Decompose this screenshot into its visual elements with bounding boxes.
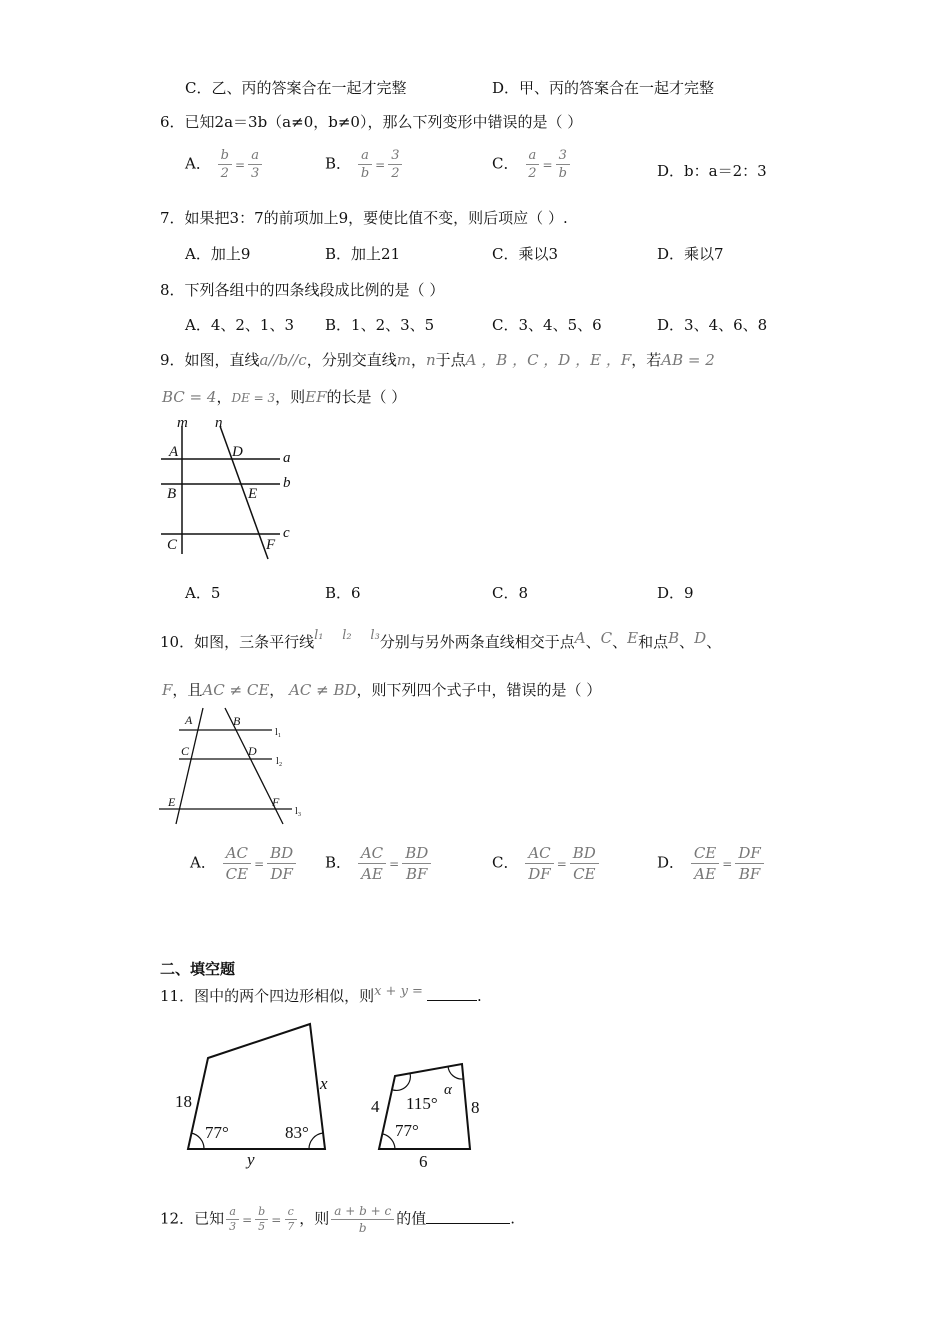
q10-option-a: A． $\frac{AC}{CE}$ = $\frac{BD}{DF}$	[190, 843, 298, 884]
q11-fig-side-6: 6	[419, 1152, 428, 1171]
q7-option-c: C．乘以3	[492, 245, 559, 263]
q10-option-d: D． $\frac{CE}{AE}$ = $\frac{DF}{BF}$	[657, 843, 766, 884]
q5-option-d: D．甲、丙的答案合在一起才完整	[492, 79, 715, 97]
q10-fig-label-A: A	[185, 713, 193, 727]
q8-option-d: D．3、4、6、8	[657, 316, 768, 334]
q10-option-b: B． $\frac{AC}{AE}$ = $\frac{BD}{BF}$	[325, 843, 433, 884]
q9-fig-label-A: A	[169, 444, 179, 460]
q6-option-a: A． $\frac{b}{2}$ = $\frac{a}{3}$	[185, 147, 264, 182]
q6-option-b: B． $\frac{a}{b}$ = $\frac{3}{2}$	[325, 147, 404, 182]
q10-fig-label-l3: l₃	[295, 806, 302, 817]
q12-answer-blank[interactable]	[426, 1209, 510, 1224]
q11-fig-side-4: 4	[371, 1097, 380, 1116]
q11-fig-angle-alpha: α	[444, 1082, 452, 1098]
q10-fig-label-F: F	[272, 795, 280, 809]
section-title: 二、填空题	[160, 960, 236, 978]
q9-fig-label-D: D	[232, 444, 243, 460]
q10-stem-line1: 10．如图，三条平行线l₁ l₂ l₃分别与另外两条直线相交于点A、C、E和点B、D、	[160, 628, 722, 651]
q8-option-b: B．1、2、3、5	[325, 316, 435, 334]
q9-stem-line2: BC = 4，DE = 3，则EF的长是（ ）	[162, 388, 407, 406]
q10-fig-label-C: C	[181, 744, 190, 758]
q6-option-d: D．b：a＝2：3	[657, 162, 767, 180]
q11-stem: 11．图中的两个四边形相似，则x + y = .	[160, 984, 482, 1005]
q11-fig-side-x: x	[320, 1074, 328, 1093]
q12-stem: 12．已知 $\frac{a}{3}$ = $\frac{b}{5}$ = $\frac{c}{7}$ ，则 $\frac{a + b + c}{b}$ 的值 .	[160, 1204, 516, 1235]
q7-stem: 7．如果把3：7的前项加上9，要使比值不变，则后项应（ ）.	[160, 209, 568, 227]
q7-option-b: B．加上21	[325, 245, 401, 263]
q11-fig-side-y: y	[247, 1150, 255, 1169]
q11-fig-angle-77-small: 77°	[395, 1121, 419, 1140]
q9-option-c: C．8	[492, 584, 529, 602]
q11-fig-angle-83: 83°	[285, 1123, 309, 1142]
q10-stem-line2: F，且AC ≠ CE， AC ≠ BD，则下列四个式子中，错误的是（ ）	[162, 681, 602, 699]
q10-figure	[155, 706, 315, 831]
q9-fig-label-m: m	[177, 415, 188, 431]
q11-fig-side-18: 18	[175, 1092, 192, 1111]
q9-option-b: B．6	[325, 584, 361, 602]
q11-figure	[165, 1015, 495, 1175]
q9-option-d: D．9	[657, 584, 694, 602]
q9-fig-label-b: b	[283, 475, 291, 491]
q10-fig-label-l2: l₂	[276, 756, 283, 767]
q11-fig-side-8: 8	[471, 1098, 480, 1117]
q9-fig-label-F: F	[266, 537, 276, 553]
q9-fig-label-B: B	[167, 486, 177, 502]
q8-option-c: C．3、4、5、6	[492, 316, 602, 334]
q11-fig-angle-115: 115°	[406, 1094, 438, 1113]
q9-figure	[155, 412, 305, 562]
q7-option-d: D．乘以7	[657, 245, 724, 263]
q11-answer-blank[interactable]	[427, 986, 477, 1001]
q8-stem: 8．下列各组中的四条线段成比例的是（ ）	[160, 281, 445, 299]
q9-fig-label-c: c	[283, 525, 290, 541]
q9-stem-line1: 9．如图，直线a//b//c，分别交直线m，n于点A ，B ，C ，D ，E ，F，若AB = 2	[160, 351, 715, 369]
q6-option-c: C． $\frac{a}{2}$ = $\frac{3}{b}$	[492, 147, 572, 182]
q6-stem: 6．已知2a＝3b（a≠0，b≠0），那么下列变形中错误的是（ ）	[160, 113, 583, 131]
q10-fig-label-D: D	[248, 744, 257, 758]
q9-option-a: A．5	[185, 584, 221, 602]
q5-option-c: C．乙、丙的答案合在一起才完整	[185, 79, 407, 97]
q9-fig-label-E: E	[248, 486, 258, 502]
q9-fig-label-n: n	[215, 415, 223, 431]
q10-fig-label-l1: l₁	[275, 727, 282, 738]
q10-fig-label-E: E	[168, 795, 176, 809]
q10-option-c: C． $\frac{AC}{DF}$ = $\frac{BD}{CE}$	[492, 843, 601, 884]
q10-fig-label-B: B	[233, 714, 241, 728]
q11-fig-angle-77-large: 77°	[205, 1123, 229, 1142]
q7-option-a: A．加上9	[185, 245, 251, 263]
q9-fig-label-a: a	[283, 450, 291, 466]
q9-fig-label-C: C	[167, 537, 178, 553]
q8-option-a: A．4、2、1、3	[185, 316, 295, 334]
